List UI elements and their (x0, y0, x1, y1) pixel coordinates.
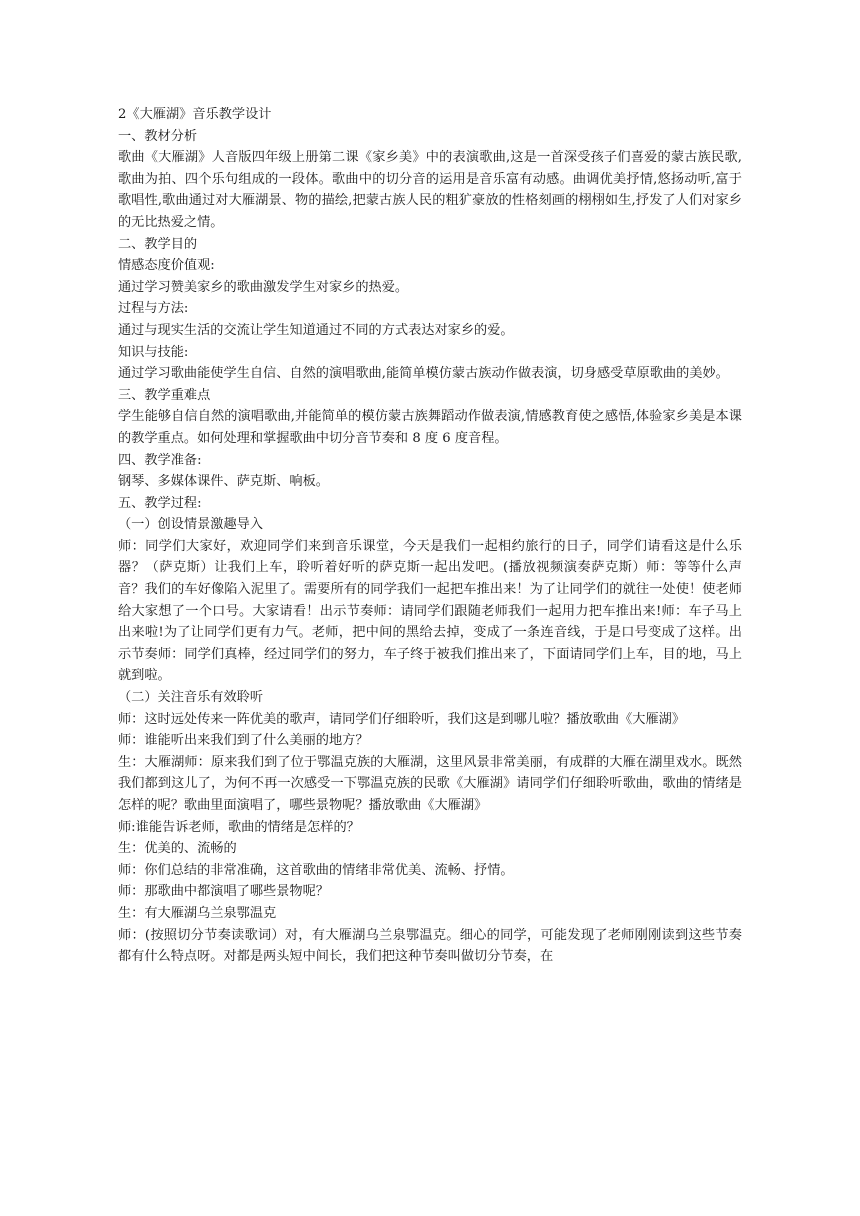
dialogue-line: 生：大雁湖师：原来我们到了位于鄂温克族的大雁湖，这里风景非常美丽，有成群的大雁在湖里戏水。既然我们都到这儿了，为何不再一次感受一下鄂温克族的民歌《大雁湖》请同学们仔细聆听歌曲，歌曲的情绪是怎样的呢？歌曲里面演唱了，哪些景物呢？播放歌曲《大雁湖》 (118, 754, 742, 813)
paragraph-process: 通过与现实生活的交流让学生知道通过不同的方式表达对家乡的爱。 (118, 322, 514, 338)
paragraph-key-points: 学生能够自信自然的演唱歌曲,并能简单的模仿蒙古族舞蹈动作做表演,情感教育使之感悟,体验家乡美是本课的教学重点。如何处理和掌握歌曲中切分音节奏和 8 度 6 度音程。 (118, 409, 742, 446)
paragraph-step-1: 师：同学们大家好，欢迎同学们来到音乐课堂，今天是我们一起相约旅行的日子，同学们请看这是什么乐器？（萨克斯）让我们上车，聆听着好听的萨克斯一起出发吧。(播放视频演奏萨克斯）师：等等什么声音？我们的车好像陷入泥里了。需要所有的同学我们一起把车推出来！为了让同学们的就往一处使！使老师给大家想了一个口号。大家请看！出示节奏师：请同学们跟随老师我们一起用力把车推出来!师：车子马上出来啦!为了让同学们更有力气。老师，把中间的黑给去掉，变成了一条连音线，于是口号变成了这样。出示节奏师：同学们真棒，经过同学们的努力，车子终于被我们推出来了，下面请同学们上车，目的地，马上就到啦。 (118, 538, 742, 684)
heading-teaching-goals: 二、教学目的 (118, 236, 198, 252)
dialogue-line: 师：谁能听出来我们到了什么美丽的地方？ (118, 733, 369, 749)
heading-key-points: 三、教学重难点 (118, 387, 211, 403)
subheading-process: 过程与方法: (118, 301, 189, 317)
subheading-attitude: 情感态度价值观: (118, 258, 215, 274)
subheading-step-1: （一）创设情景激趣导入 (118, 517, 264, 533)
paragraph-preparation: 钢琴、多媒体课件、萨克斯、响板。 (118, 474, 329, 490)
paragraph-attitude: 通过学习赞美家乡的歌曲激发学生对家乡的热爱。 (118, 279, 409, 295)
paragraph-textbook-analysis: 歌曲《大雁湖》人音版四年级上册第二课《家乡美》中的表演歌曲,这是一首深受孩子们喜爱的蒙古族民歌,歌曲为拍、四个乐句组成的一段体。歌曲中的切分音的运用是音乐富有动感。曲调优美抒情,悠扬动听,富于歌唱性,歌曲通过对大雁湖景、物的描绘,把蒙古族人民的粗犷豪放的性格刻画的栩栩如生,抒发了人们对家乡的无比热爱之情。 (118, 150, 742, 230)
subheading-skills: 知识与技能: (118, 344, 189, 360)
dialogue-line: 生：优美的、流畅的 (118, 841, 237, 857)
paragraph-skills: 通过学习歌曲能使学生自信、自然的演唱歌曲,能简单模仿蒙古族动作做表演，切身感受草原歌曲的美妙。 (118, 366, 729, 382)
heading-process-steps: 五、教学过程: (118, 495, 202, 511)
dialogue-line: 师：这时远处传来一阵优美的歌声，请同学们仔细聆听，我们这是到哪儿啦？播放歌曲《大雁湖》 (118, 711, 686, 727)
heading-preparation: 四、教学准备: (118, 452, 202, 468)
dialogue-line: 师：那歌曲中都演唱了哪些景物呢？ (118, 884, 329, 900)
subheading-step-2: （二）关注音乐有效聆听 (118, 690, 264, 706)
document-body (118, 104, 742, 968)
heading-textbook-analysis: 一、教材分析 (118, 128, 198, 144)
dialogue-line: 生：有大雁湖乌兰泉鄂温克 (118, 905, 277, 921)
dialogue-line: 师：(按照切分节奏读歌词）对，有大雁湖乌兰泉鄂温克。细心的同学，可能发现了老师刚刚读到这些节奏都有什么特点呀。对都是两头短中间长，我们把这种节奏叫做切分节奏，在 (118, 927, 742, 965)
document-title: 2《大雁湖》音乐教学设计 (118, 107, 272, 122)
dialogue-line: 师：你们总结的非常准确，这首歌曲的情绪非常优美、流畅、抒情。 (118, 862, 514, 878)
dialogue-line: 师:谁能告诉老师，歌曲的情绪是怎样的？ (118, 819, 360, 835)
